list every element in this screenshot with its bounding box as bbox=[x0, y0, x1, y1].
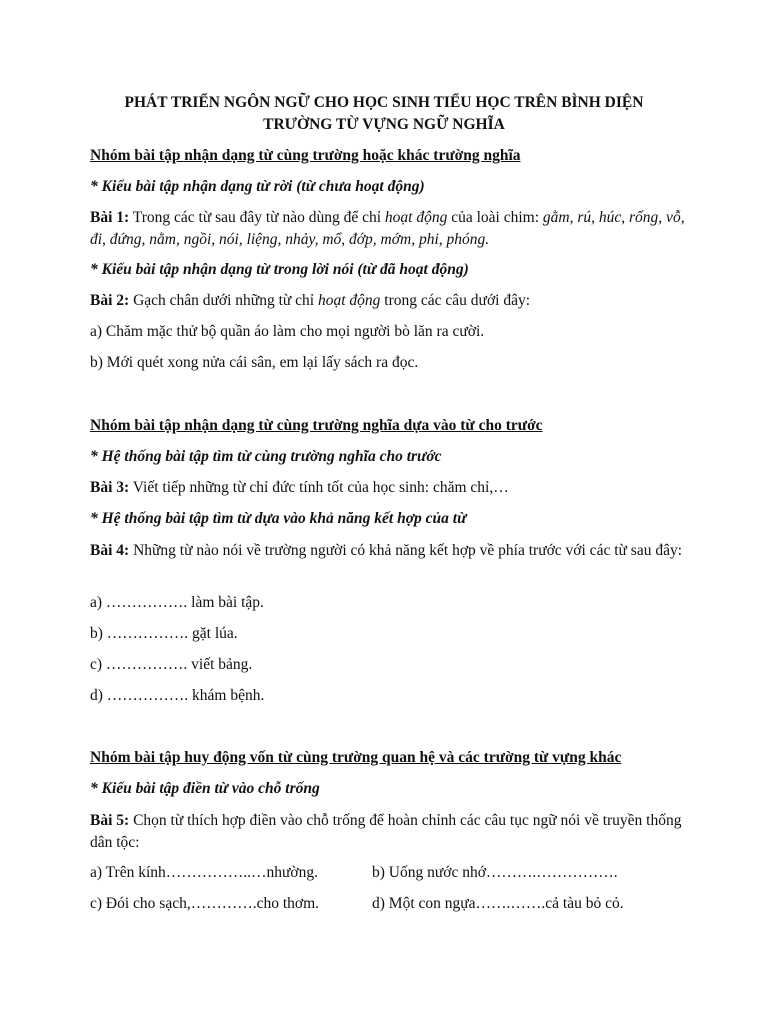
group-2-heading: Nhóm bài tập nhận dạng từ cùng trường nghĩa dựa vào từ cho trước bbox=[90, 417, 543, 434]
exercise-1 bbox=[90, 207, 690, 251]
exercise-4-item-a: a) ……………. làm bài tập. bbox=[90, 594, 264, 611]
exercise-2-item-b: b) Mới quét xong nửa cái sân, em lại lấy sách ra đọc. bbox=[90, 354, 419, 371]
title-line-2: TRƯỜNG TỪ VỰNG NGỮ NGHĨA bbox=[263, 116, 505, 133]
exercise-1-text: Trong các từ sau đây từ nào dùng để chỉ bbox=[129, 209, 385, 226]
exercise-1-label: Bài 1: bbox=[90, 209, 130, 226]
exercise-2-text-2: trong các câu dưới đây: bbox=[380, 292, 531, 309]
exercise-4-item-b: b) ……………. gặt lúa. bbox=[90, 625, 238, 642]
document-title bbox=[60, 92, 708, 136]
exercise-3 bbox=[90, 477, 690, 499]
group-3-heading: Nhóm bài tập huy động vốn từ cùng trường quan hệ và các trường từ vựng khác bbox=[90, 749, 622, 766]
exercise-2-text: Gạch chân dưới những từ chỉ bbox=[129, 292, 318, 309]
title-line-1: PHÁT TRIỂN NGÔN NGỮ CHO HỌC SINH TIỂU HỌC TRÊN BÌNH DIỆN bbox=[124, 94, 644, 111]
group-1-heading: Nhóm bài tập nhận dạng từ cùng trường hoặc khác trường nghĩa bbox=[90, 147, 521, 164]
exercise-3-text: Viết tiếp những từ chỉ đức tính tốt của học sinh: chăm chỉ,… bbox=[129, 479, 509, 496]
group-1-kind-2: * Kiểu bài tập nhận dạng từ trong lời nói (từ đã hoạt động) bbox=[90, 261, 469, 278]
exercise-5 bbox=[90, 810, 690, 854]
exercise-3-label: Bài 3: bbox=[90, 479, 130, 496]
group-1-kind-1: * Kiểu bài tập nhận dạng từ rời (từ chưa hoạt động) bbox=[90, 178, 425, 195]
exercise-1-emphasis: hoạt động bbox=[384, 209, 448, 226]
group-3-kind-1: * Kiểu bài tập điền từ vào chỗ trống bbox=[90, 780, 320, 797]
exercise-4-item-c: c) ……………. viết bảng. bbox=[90, 656, 253, 673]
exercise-5-item-d: d) Một con ngựa…….…….cả tàu bỏ cỏ. bbox=[372, 895, 624, 912]
exercise-5-label: Bài 5: bbox=[90, 812, 130, 829]
exercise-2 bbox=[90, 290, 690, 312]
exercise-4-text: Những từ nào nói về trường người có khả năng kết hợp về phía trước với các từ sau đây: bbox=[129, 542, 683, 559]
exercise-1-text-2: của loài chim: bbox=[447, 209, 543, 226]
exercise-1-words: gằm, rú, húc, rống, vỗ, đi, đứng, nằm, ngồi, nói, liệng, nhảy, mổ, đớp, mớm, phi, phóng. bbox=[90, 209, 685, 248]
exercise-2-label: Bài 2: bbox=[90, 292, 130, 309]
exercise-5-item-c: c) Đói cho sạch,………….cho thơm. bbox=[90, 895, 320, 912]
exercise-4-label: Bài 4: bbox=[90, 542, 130, 559]
group-2-kind-1: * Hệ thống bài tập tìm từ cùng trường nghĩa cho trước bbox=[90, 448, 442, 465]
group-2-kind-2: * Hệ thống bài tập tìm từ dựa vào khả năng kết hợp của từ bbox=[90, 510, 467, 527]
exercise-5-text: Chọn từ thích hợp điền vào chỗ trống để hoàn chỉnh các câu tục ngữ nói về truyền thống dân tộc: bbox=[90, 812, 682, 851]
exercise-5-item-a: a) Trên kính……………..…nhường. bbox=[90, 864, 319, 881]
exercise-4-item-d: d) ……………. khám bệnh. bbox=[90, 687, 265, 704]
exercise-4 bbox=[90, 540, 690, 562]
exercise-5-item-b: b) Uống nước nhớ……….……………. bbox=[372, 864, 618, 881]
exercise-2-item-a: a) Chăm mặc thử bộ quần áo làm cho mọi người bò lăn ra cười. bbox=[90, 323, 485, 340]
exercise-2-emphasis: hoạt động bbox=[317, 292, 381, 309]
